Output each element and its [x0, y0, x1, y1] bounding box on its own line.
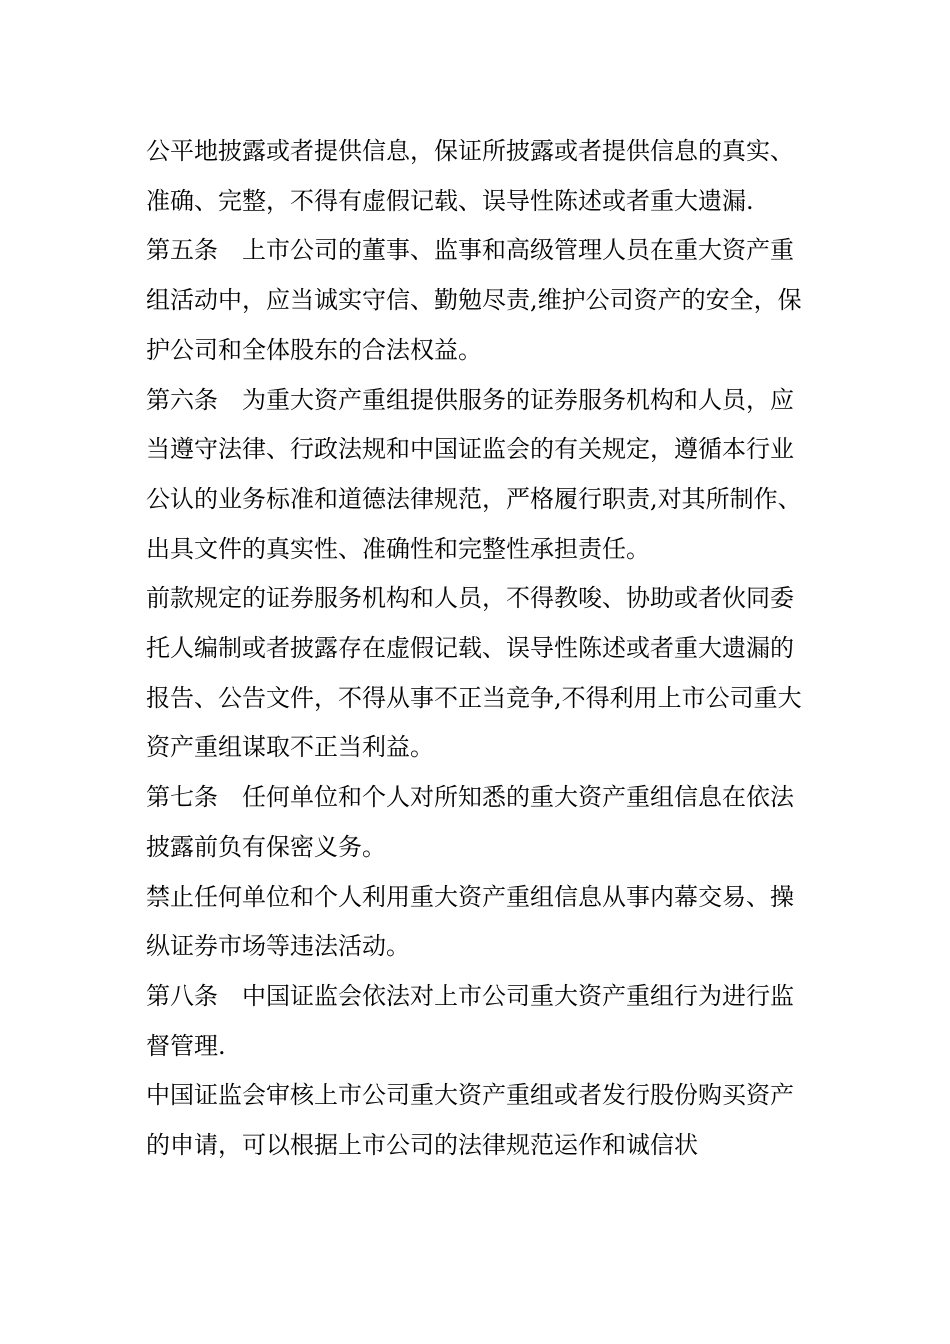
- paragraph-disclosure: 公平地披露或者提供信息，保证所披露或者提供信息的真实、准确、完整，不得有虚假记载、误导性陈述或者重大遗漏.: [146, 137, 794, 215]
- paragraph-article-7: 第七条 任何单位和个人对所知悉的重大资产重组信息在依法披露前负有保密义务。: [146, 783, 794, 861]
- paragraph-article-6: 第六条 为重大资产重组提供服务的证券服务机构和人员，应当遵守法律、行政法规和中国证监会的有关规定，遵循本行业公认的业务标准和道德法律规范，严格履行职责,对其所制作、出具文件的真实性、准确性和完整性承担责任。: [146, 385, 802, 563]
- paragraph-article-8: 第八条 中国证监会依法对上市公司重大资产重组行为进行监督管理.: [146, 981, 794, 1060]
- document-body: [146, 127, 806, 1171]
- paragraph-article-8-clause-2: 中国证监会审核上市公司重大资产重组或者发行股份购买资产的申请，可以根据上市公司的法律规范运作和诚信状: [146, 1081, 794, 1160]
- paragraph-article-7-clause-2: 禁止任何单位和个人利用重大资产重组信息从事内幕交易、操纵证券市场等违法活动。: [146, 882, 794, 961]
- paragraph-article-5: 第五条 上市公司的董事、监事和高级管理人员在重大资产重组活动中，应当诚实守信、勤勉尽责,维护公司资产的安全，保护公司和全体股东的合法权益。: [146, 236, 802, 364]
- paragraph-article-6-clause-2: 前款规定的证券服务机构和人员，不得教唆、协助或者伙同委托人编制或者披露存在虚假记载、误导性陈述或者重大遗漏的报告、公告文件，不得从事不正当竞争,不得利用上市公司重大资产重组谋取不正当利益。: [146, 584, 802, 762]
